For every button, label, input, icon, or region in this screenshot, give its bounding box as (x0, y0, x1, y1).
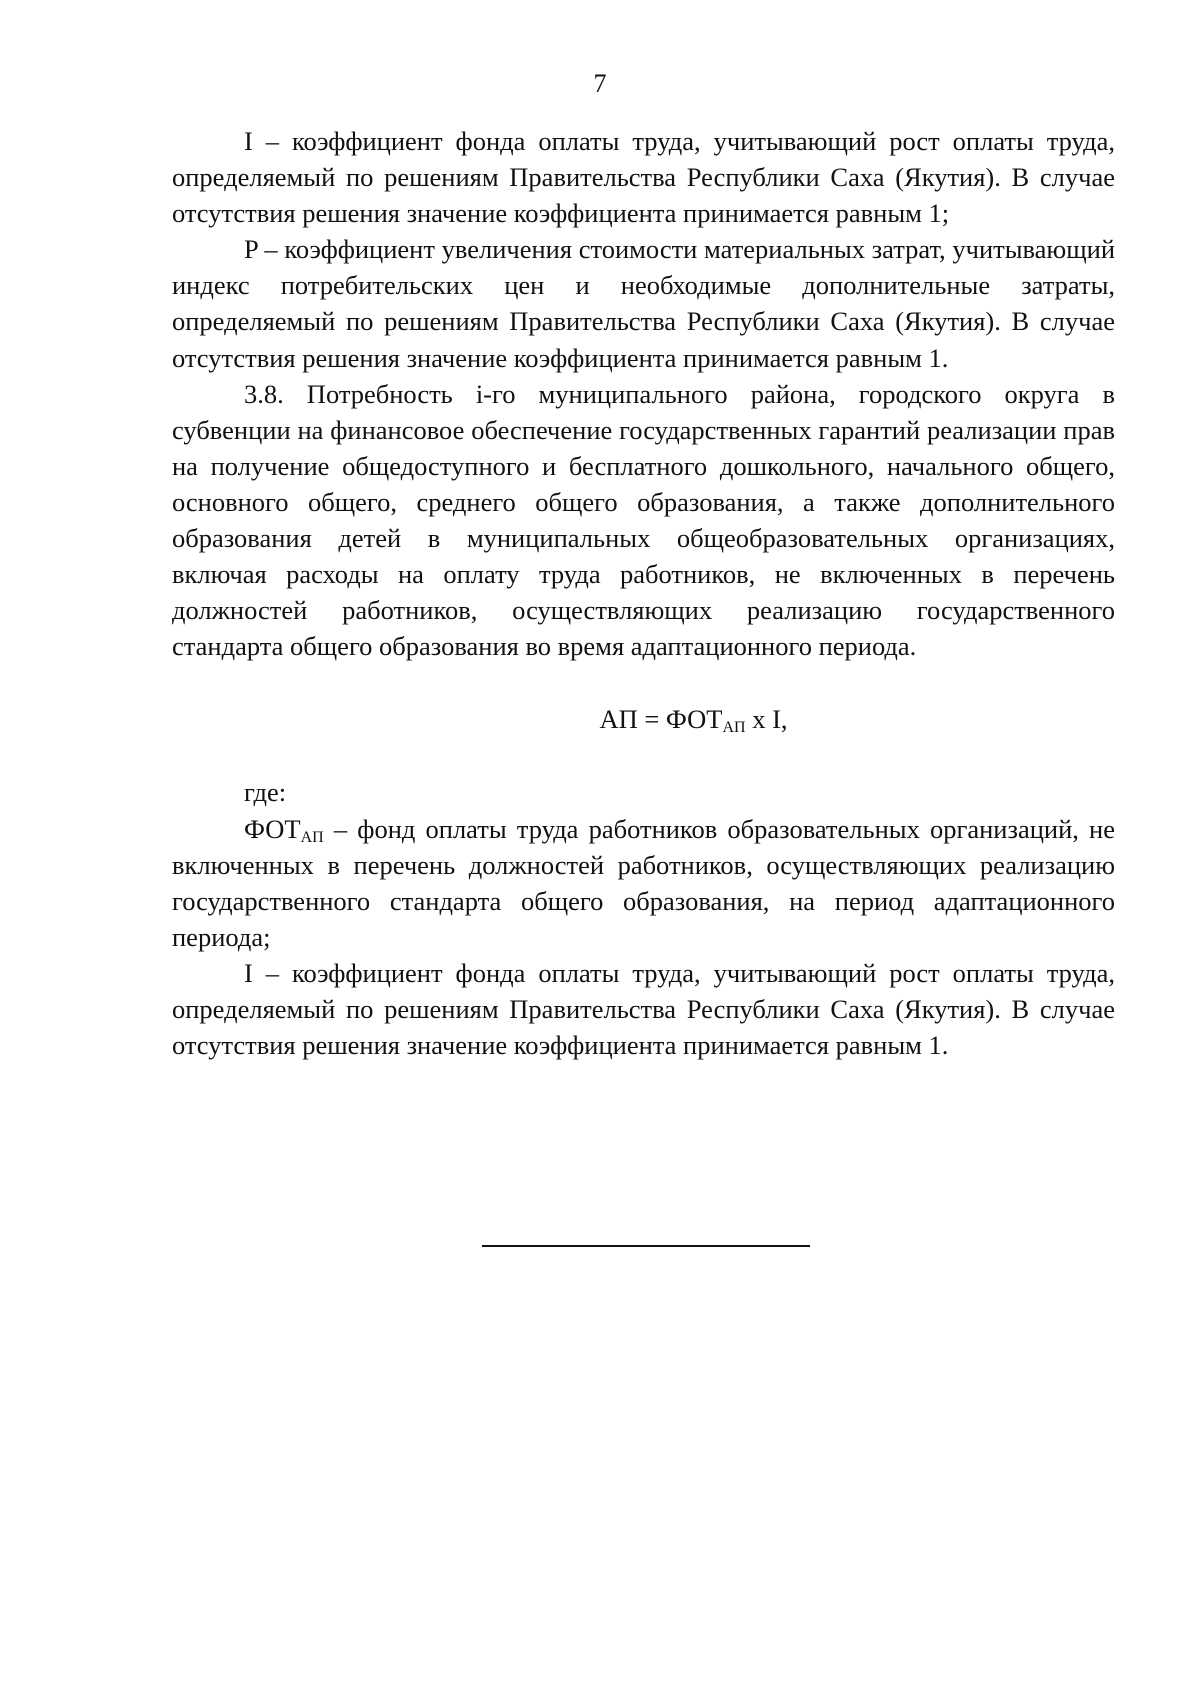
document-body (172, 123, 1115, 1063)
formula-lhs: АП = ФОТ (599, 704, 723, 735)
where-label: где: (244, 777, 287, 808)
paragraph-coefficient-p: P – коэффициент увеличения стоимости материальных затрат, учитывающий индекс потребительских цен и необходимые дополнительные затраты, определяемый по решениям Правительства Республики Саха (Якутия). В случае отсутствия решения значение коэффициента принимается равным 1. (172, 234, 1115, 373)
definition-fot-text: – фонд оплаты труда работников образовательных организаций, не включенных в перечень должностей работников, осуществляющих реализацию государственного стандарта общего образования, на период адаптационного периода; (172, 813, 1115, 952)
formula-subscript: АП (722, 719, 746, 737)
formula-ap (172, 664, 1115, 774)
formula-rhs: x I, (745, 704, 788, 735)
definition-i: I – коэффициент фонда оплаты труда, учитывающий рост оплаты труда, определяемый по решениям Правительства Республики Саха (Якутия). В случае отсутствия решения значение коэффициента принимается равным 1. (172, 957, 1115, 1061)
paragraph-section-3-8: 3.8. Потребность i-го муниципального района, городского округа в субвенции на финансовое обеспечение государственных гарантий реализации прав на получение общедоступного и бесплатного дошкольного, начального общего, основного общего, среднего общего образования, а также дополнительного образования детей в муниципальных общеобразовательных организациях, включая расходы на оплату труда работников, не включенных в перечень должностей работников, осуществляющих реализацию государственного стандарта общего образования во время адаптационного периода. (172, 378, 1115, 662)
page-number: 7 (593, 69, 607, 98)
paragraph-coefficient-i: I – коэффициент фонда оплаты труда, учитывающий рост оплаты труда, определяемый по решениям Правительства Республики Саха (Якутия). В случае отсутствия решения значение коэффициента принимается равным 1; (172, 126, 1115, 229)
definition-fot (172, 811, 1115, 955)
end-divider-line (482, 1245, 810, 1247)
definition-fot-subscript: АП (300, 828, 324, 846)
definition-fot-symbol: ФОТ (244, 813, 301, 844)
